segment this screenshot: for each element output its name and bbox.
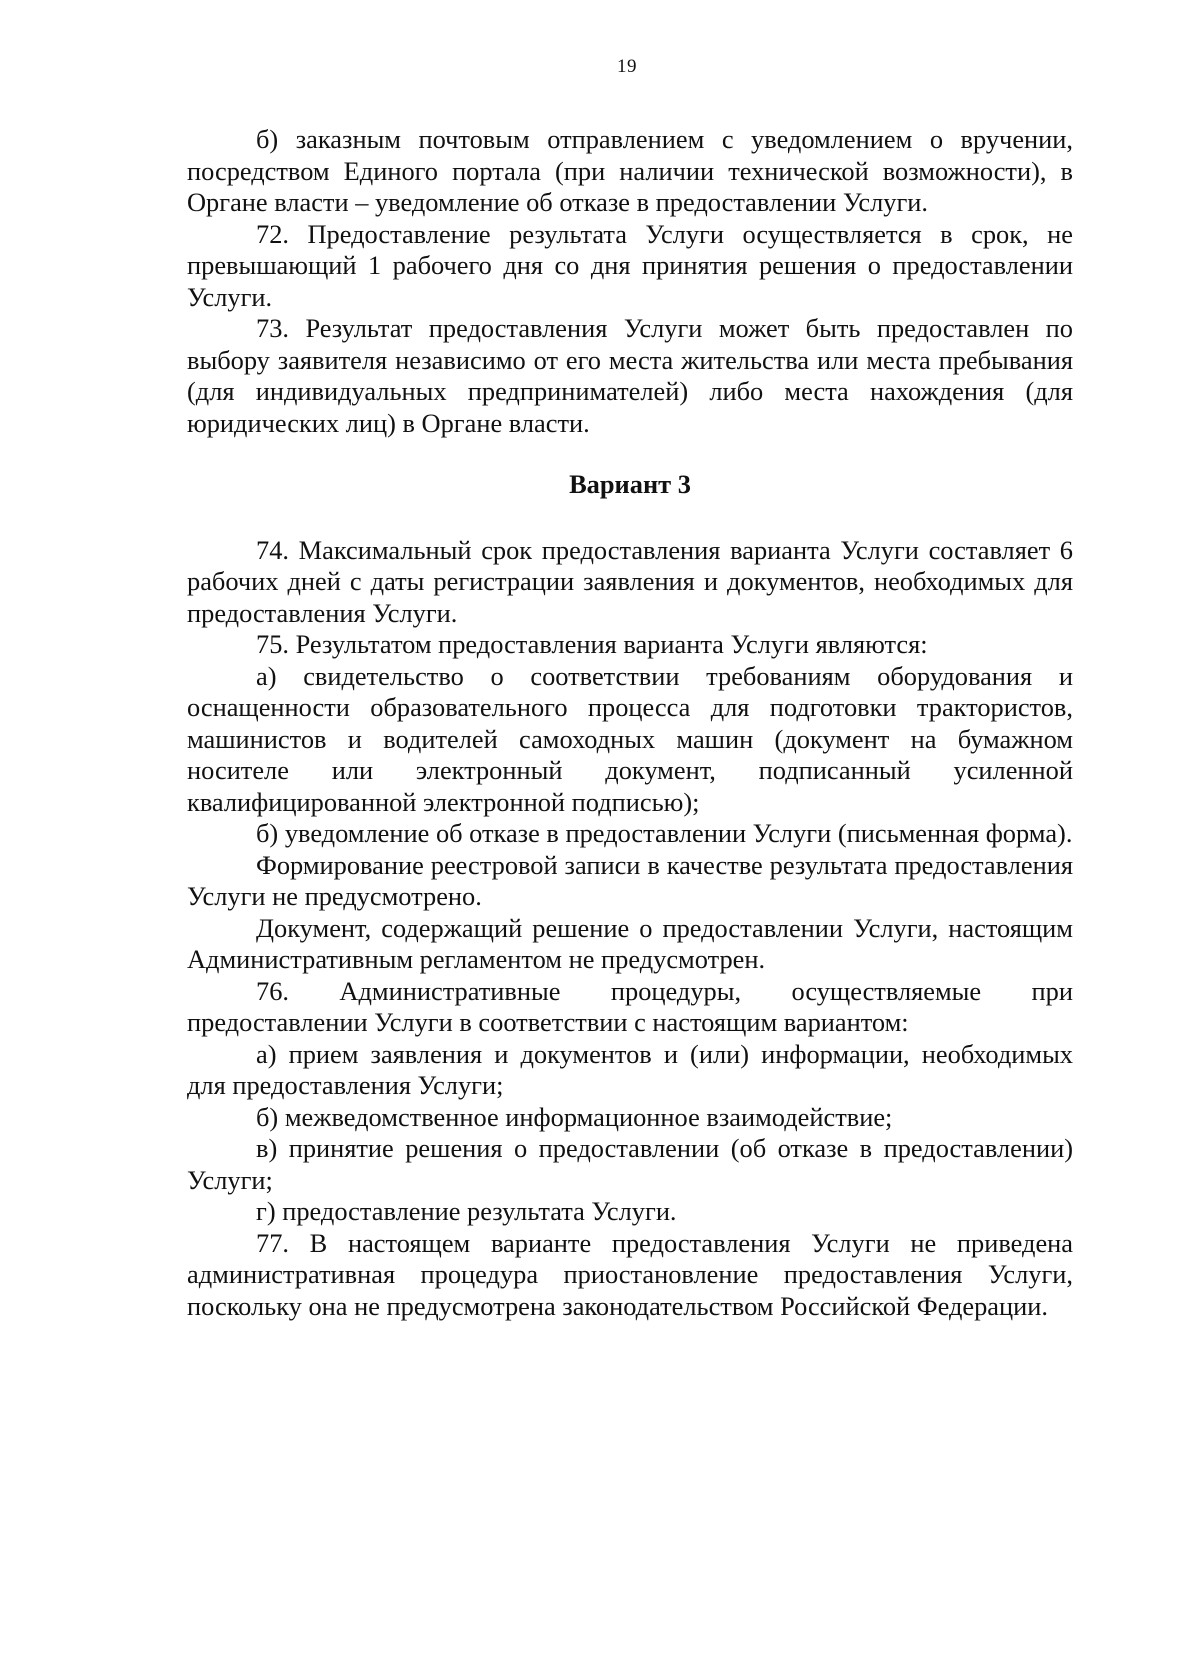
paragraph-decision-document: Документ, содержащий решение о предоставлении Услуги, настоящим Административным регламентом не предусмотрен. <box>187 912 1073 974</box>
paragraph-74: 74. Максимальный срок предоставления варианта Услуги составляет 6 рабочих дней с даты регистрации заявления и документов, необходимых для предоставления Услуги. <box>187 534 1073 628</box>
paragraph-76: 76. Административные процедуры, осуществляемые при предоставлении Услуги в соответствии с настоящим вариантом: <box>187 975 1073 1037</box>
paragraph-b-notification-delivery: б) заказным почтовым отправлением с уведомлением о вручении, посредством Единого портала (при наличии технической возможности), в Органе власти – уведомление об отказе в предоставлении Услуги. <box>187 124 1073 217</box>
document-body <box>187 124 1073 1322</box>
paragraph-72: 72. Предоставление результата Услуги осуществляется в срок, не превышающий 1 рабочего дня со дня принятия решения о предоставлении Услуги. <box>187 218 1073 312</box>
section-heading-variant-3: Вариант 3 <box>569 469 691 499</box>
paragraph-75-b: б) уведомление об отказе в предоставлении Услуги (письменная форма). <box>256 818 1073 848</box>
paragraph-75-a: а) свидетельство о соответствии требованиям оборудования и оснащенности образовательного процесса для подготовки трактористов, машинистов и водителей самоходных машин (документ на бумажном носителе или электронный документ, подписанный усиленной квалифицированной электронной подписью); <box>187 660 1073 817</box>
paragraph-76-b: б) межведомственное информационное взаимодействие; <box>256 1101 893 1132</box>
paragraph-76-v: в) принятие решения о предоставлении (об отказе в предоставлении) Услуги; <box>187 1133 1073 1195</box>
paragraph-77: 77. В настоящем варианте предоставления Услуги не приведена административная процедура приостановление предоставления Услуги, поскольку она не предусмотрена законодательством Российской Федерации. <box>187 1227 1073 1321</box>
paragraph-75: 75. Результатом предоставления варианта Услуги являются: <box>256 629 928 659</box>
page-number: 19 <box>617 56 637 77</box>
paragraph-73: 73. Результат предоставления Услуги может быть предоставлен по выбору заявителя независимо от его места жительства или места пребывания (для индивидуальных предпринимателей) либо места нахождения (для юридических лиц) в Органе власти. <box>187 313 1073 438</box>
paragraph-76-g: г) предоставление результата Услуги. <box>256 1196 677 1226</box>
paragraph-registry-record: Формирование реестровой записи в качестве результата предоставления Услуги не предусмотрено. <box>187 849 1073 911</box>
paragraph-76-a: а) прием заявления и документов и (или) информации, необходимых для предоставления Услуги; <box>187 1038 1073 1100</box>
